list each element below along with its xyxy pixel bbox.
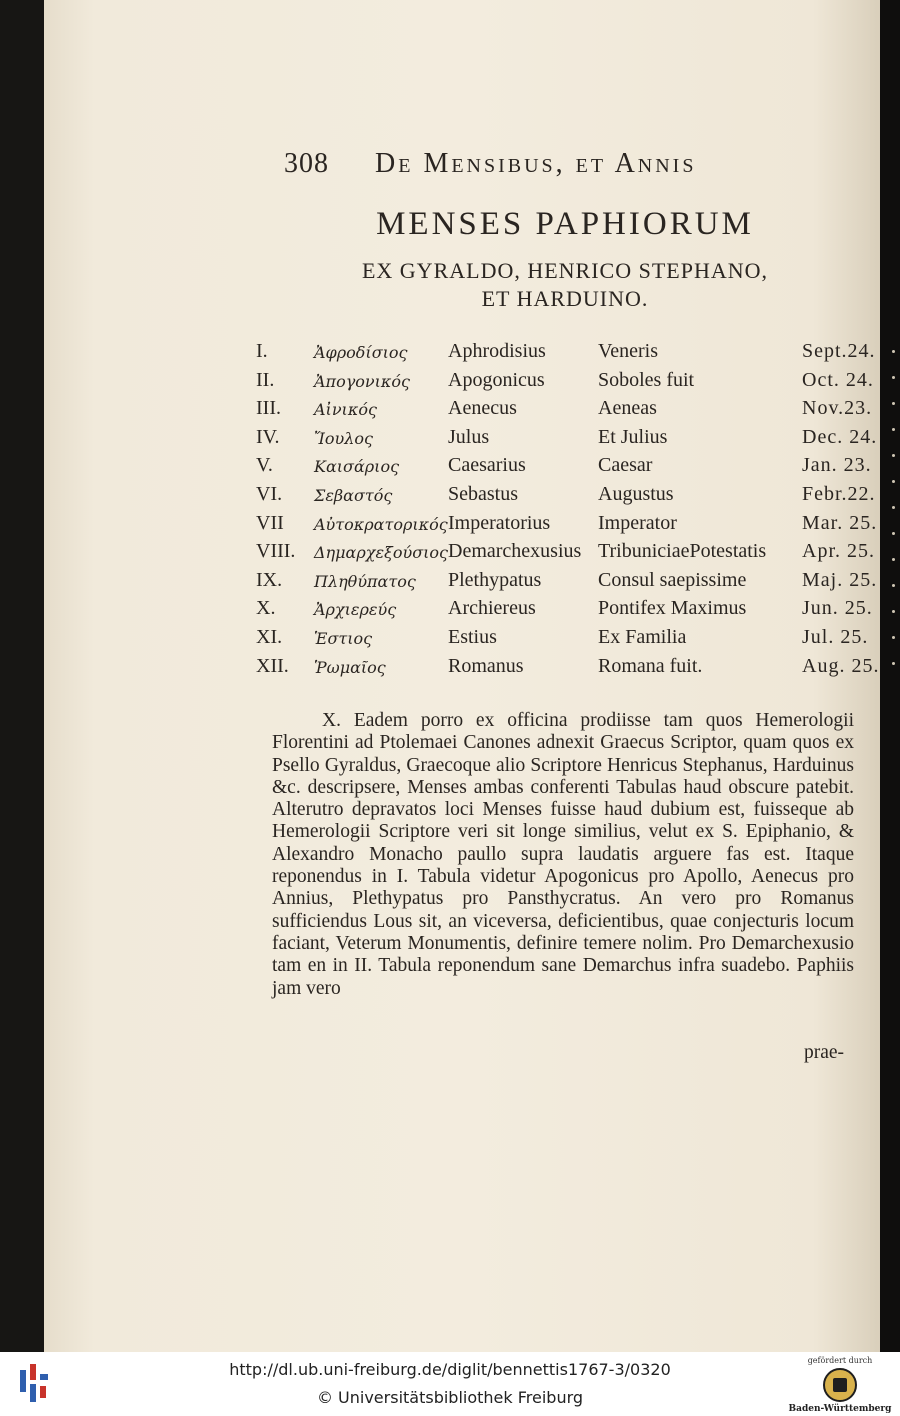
- latin-name: Estius: [448, 625, 497, 648]
- meaning: Pontifex Maximus: [598, 597, 747, 620]
- body-paragraph: X. Eadem porro ex officina prodiisse tam quos Hemerologii Florentini ad Ptolemaei Canones adnexit Graecus Scriptor, quam quos ex Psello Gyraldus, Graecoque alio Scriptore Henricus Stephanus, Harduinus &c. descripsere, Menses ambas conferenti Tabulas haud obscure patebit. Alterutro depravatos loci Menses fuisse haud dubium est, fuisseque ab Hemerologii Scriptore veri sit longe similius, velut ex S. Epiphanio, & Alexandro Monacho paullo supra laudatis arguere fas est. Itaque reponendus in I. Tabula videtur Apogonicus pro Apollo, Aenecus pro Annius, Plethypatus pro Pansthycratus. An vero pro Romanus sufficiendus Lous sit, an viceversa, deficientibus, quae conjecturis locum faciant, Veterum Monumentis, definire temere nolim. Pro Demarchexusio tam en in II. Tabula reponendum sane Demarchus infra suadebo. Paphiis jam vero: [272, 710, 854, 999]
- latin-name: Archiereus: [448, 597, 536, 620]
- section-heading: MENSES PAPHIORUM: [376, 206, 754, 242]
- latin-name: Imperatorius: [448, 511, 551, 534]
- greek-name: Πληθύπατος: [314, 571, 416, 591]
- start-date: Dec. 24.: [802, 425, 878, 448]
- latin-name: Julus: [448, 425, 490, 448]
- table-row: [256, 655, 880, 684]
- table-row: [256, 397, 880, 426]
- greek-name: Αὐτοκρατορικός: [314, 514, 448, 534]
- copyright-text: © Universitätsbibliothek Freiburg: [316, 1388, 584, 1407]
- greek-name: Ἀφροδίσιος: [314, 343, 408, 362]
- month-number: III.: [256, 397, 281, 420]
- table-row: [256, 512, 880, 541]
- table-row: [256, 597, 880, 626]
- table-row: [256, 483, 880, 512]
- greek-name: Ἀρχιερεύς: [314, 600, 397, 620]
- table-row: [256, 454, 880, 483]
- start-date: Febr.22.: [802, 482, 876, 505]
- meaning: Caesar: [598, 454, 653, 477]
- sponsor-block[interactable]: [784, 1356, 896, 1414]
- start-date: Maj. 25.: [802, 568, 878, 591]
- latin-name: Aenecus: [448, 397, 517, 420]
- document-url-link[interactable]: http://dl.ub.uni-freiburg.de/diglit/bennettis1767-3/0320: [229, 1360, 671, 1379]
- greek-name: Ἀπογονικός: [314, 371, 410, 391]
- month-number: IV.: [256, 425, 280, 448]
- start-date: Oct. 24.: [802, 368, 874, 391]
- greek-name: Δημαρχεξούσιος: [314, 543, 448, 563]
- table-row: [256, 540, 880, 569]
- greek-name: Ἴουλος: [314, 428, 373, 448]
- greek-name: Σεβαστός: [314, 485, 393, 505]
- greek-name: Ῥωμαῖος: [314, 657, 386, 677]
- month-number: X.: [256, 597, 276, 620]
- greek-name: Καισάριος: [314, 457, 400, 477]
- start-date: Jan. 23.: [802, 454, 872, 477]
- month-number: V.: [256, 454, 273, 477]
- section-subheading: EX GYRALDO, HENRICO STEPHANO,: [361, 258, 769, 283]
- latin-name: Romanus: [448, 654, 524, 677]
- page-number: 308: [284, 148, 329, 179]
- latin-name: Apogonicus: [448, 368, 545, 391]
- month-number: VI.: [256, 482, 283, 505]
- month-number: VII: [256, 511, 284, 534]
- month-number: IX.: [256, 568, 283, 591]
- running-title: De Mensibus, et Annis: [375, 148, 697, 179]
- latin-name: Demarchexusius: [448, 540, 582, 563]
- meaning: Et Julius: [598, 425, 668, 448]
- latin-name: Sebastus: [448, 482, 518, 505]
- month-number: I.: [256, 340, 268, 362]
- month-number: II.: [256, 368, 275, 391]
- start-date: Jul. 25.: [802, 625, 869, 648]
- start-date: Jun. 25.: [802, 597, 873, 620]
- months-table: [256, 340, 880, 683]
- meaning: Consul saepissime: [598, 568, 747, 591]
- greek-name: Ἑστιος: [314, 628, 373, 648]
- month-number: VIII.: [256, 540, 296, 563]
- meaning: Augustus: [598, 482, 674, 505]
- start-date: Nov.23.: [802, 397, 873, 420]
- table-row: [256, 369, 880, 398]
- table-row: [256, 426, 880, 455]
- table-row: [256, 569, 880, 598]
- meaning: Aeneas: [598, 397, 657, 420]
- meaning: TribuniciaePotestatis: [598, 540, 767, 563]
- start-date: Mar. 25.: [802, 511, 878, 534]
- greek-name: Αἰνικός: [314, 400, 377, 420]
- meaning: Veneris: [598, 340, 658, 362]
- section-subheading-2: ET HARDUINO.: [481, 286, 649, 311]
- start-date: Sept.24.: [802, 340, 876, 362]
- running-head: [284, 148, 696, 180]
- edge-marks: [892, 350, 898, 690]
- meaning: Romana fuit.: [598, 654, 703, 677]
- sponsor-name: Baden-Württemberg: [788, 1404, 892, 1414]
- latin-name: Caesarius: [448, 454, 526, 477]
- latin-name: Plethypatus: [448, 568, 542, 591]
- meaning: Soboles fuit: [598, 368, 695, 391]
- state-seal-icon: [823, 1368, 857, 1402]
- catchword: prae-: [804, 1042, 845, 1063]
- start-date: Apr. 25.: [802, 540, 875, 563]
- meaning: Imperator: [598, 511, 677, 534]
- meaning: Ex Familia: [598, 625, 687, 648]
- table-row: [256, 626, 880, 655]
- month-number: XII.: [256, 654, 289, 677]
- sponsor-label: gefördert durch: [807, 1356, 873, 1365]
- table-row: [256, 340, 880, 369]
- start-date: Aug. 25.: [802, 654, 880, 677]
- month-number: XI.: [256, 625, 283, 648]
- latin-name: Aphrodisius: [448, 340, 546, 362]
- viewer-footer: [0, 1352, 900, 1416]
